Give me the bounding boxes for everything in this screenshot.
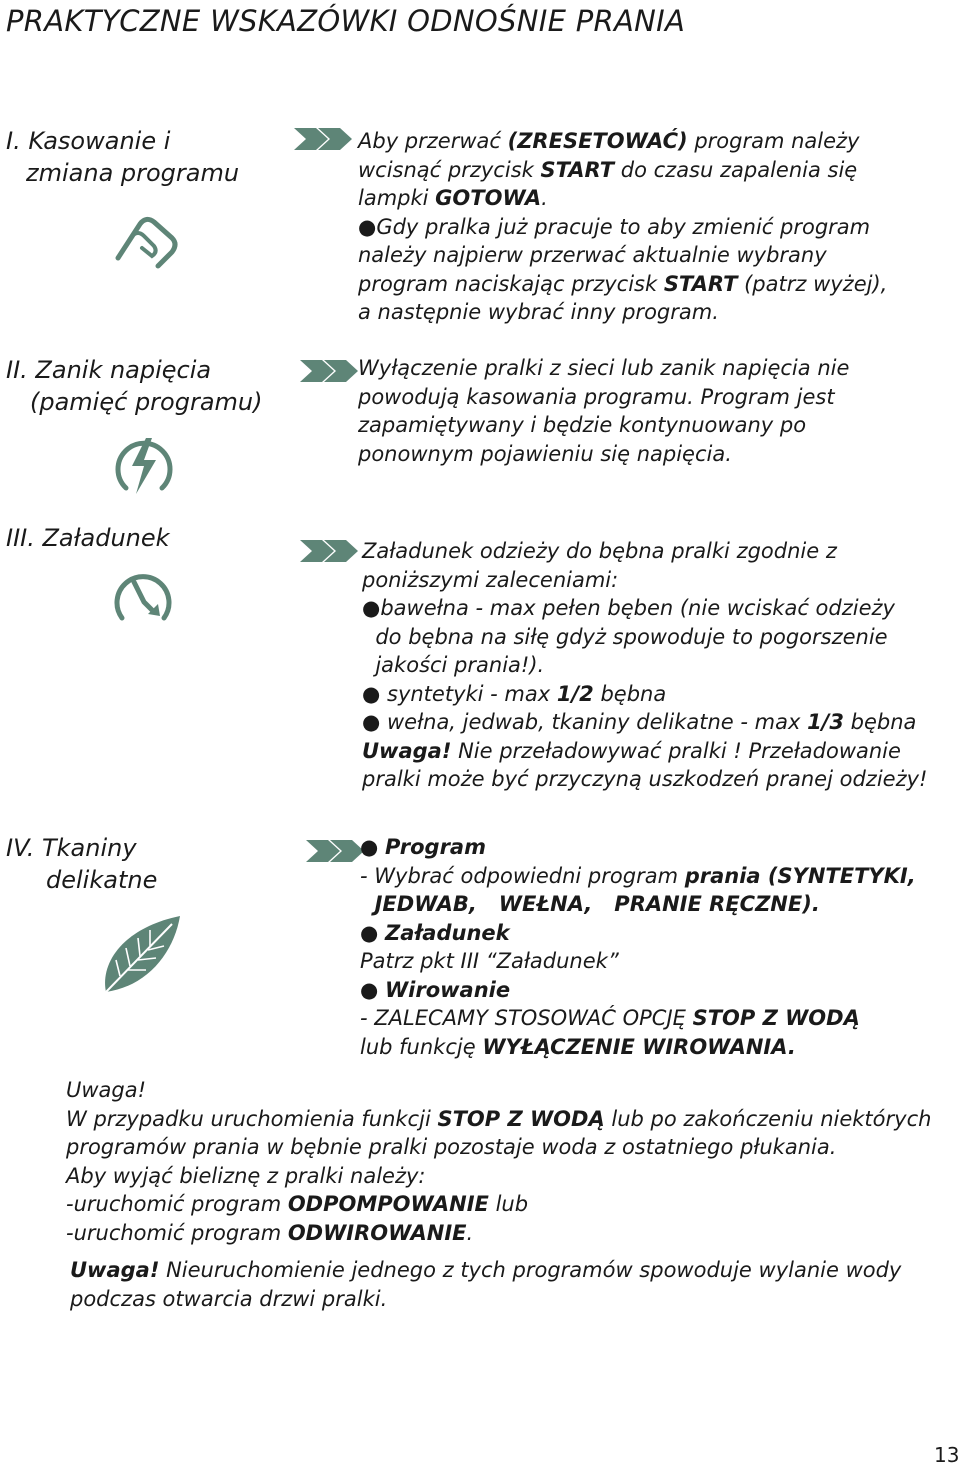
section-4-body	[360, 833, 916, 1061]
text-segment: zapamiętywany i będzie kontynuowany po	[358, 413, 807, 437]
text-line	[66, 1190, 931, 1219]
page-number: 13	[934, 1443, 960, 1467]
text-line	[66, 1219, 931, 1248]
bullet: ●	[362, 681, 381, 706]
text-segment: Patrz pkt III “Załadunek”	[360, 949, 619, 973]
bold-text: START	[540, 157, 615, 182]
text-segment: bębna	[593, 681, 667, 706]
warning-block	[70, 1256, 901, 1313]
section-4-title	[6, 832, 157, 896]
text-segment: - ZALECAMY STOSOWAĆ OPCJĘ	[360, 1006, 693, 1030]
bold-text: (ZRESETOWAĆ)	[507, 129, 688, 153]
text-line	[362, 708, 927, 737]
text-segment: Uwaga!	[66, 1078, 147, 1102]
text-line	[358, 184, 887, 213]
text-segment: -uruchomić program	[66, 1192, 288, 1216]
text-segment: Załadunek odzieży do bębna pralki zgodnie z	[362, 539, 837, 563]
text-line	[360, 833, 916, 862]
text-segment: (patrz wyżej),	[737, 271, 888, 296]
leaf-icon	[98, 912, 186, 1000]
text-line	[358, 383, 849, 412]
text-segment: ponownym pojawieniu się napięcia.	[358, 441, 732, 466]
text-line	[362, 594, 927, 623]
text-line	[66, 1162, 931, 1191]
text-line	[358, 127, 887, 156]
section-1-body	[358, 127, 887, 327]
bullet: ●	[362, 596, 381, 620]
text-segment: Nie przeładowywać pralki ! Przeładowanie	[451, 738, 901, 763]
text-line	[70, 1256, 901, 1285]
bold-text: prania (SYNTETYKI,	[684, 863, 916, 888]
text-segment: program należy	[687, 129, 860, 153]
bold-text: ODWIROWANIE	[287, 1220, 467, 1245]
bold-text: JEDWAB, WEŁNA, PRANIE RĘCZNE).	[360, 892, 820, 916]
text-segment: programów prania w bębnie pralki pozostaje woda z ostatniego płukania.	[66, 1135, 837, 1159]
text-line	[360, 976, 916, 1005]
text-segment: lub	[488, 1192, 529, 1216]
section-title-line: I. Kasowanie i	[6, 127, 171, 155]
text-line	[358, 241, 887, 270]
double-arrow-icon	[294, 128, 358, 150]
text-line	[358, 298, 887, 327]
bold-text: STOP Z WODĄ	[692, 1006, 860, 1030]
text-segment: do bębna na siłę gdyż spowoduje to pogorszenie	[362, 624, 888, 649]
section-3-title	[6, 522, 170, 554]
bold-text: WYŁĄCZENIE WIROWANIA.	[482, 1034, 796, 1059]
text-segment: program naciskając przycisk	[358, 271, 664, 296]
text-line	[360, 919, 916, 948]
bold-text: Wirowanie	[385, 977, 511, 1002]
double-arrow-icon	[300, 540, 364, 562]
section-3-body	[362, 537, 927, 794]
section-title-line: IV. Tkaniny	[6, 834, 137, 862]
double-arrow-icon	[300, 360, 364, 382]
text-segment: lampki	[358, 186, 436, 210]
text-segment: - Wybrać odpowiedni program	[360, 863, 685, 888]
text-line	[358, 213, 887, 242]
section-title-line: II. Zanik napięcia	[6, 356, 212, 384]
text-line	[360, 1033, 916, 1062]
section-1-title	[6, 125, 239, 189]
page-title: PRAKTYCZNE WSKAZÓWKI ODNOŚNIE PRANIA	[6, 4, 686, 38]
text-line	[362, 737, 927, 766]
text-line	[358, 270, 887, 299]
note-block	[66, 1076, 931, 1247]
text-line	[358, 156, 887, 185]
text-segment: należy najpierw przerwać aktualnie wybrany	[358, 243, 827, 267]
text-line	[358, 440, 849, 469]
text-segment: Wyłączenie pralki z sieci lub zanik napięcia nie	[358, 356, 850, 380]
section-title-line: zmiana programu	[26, 159, 240, 187]
hand-press-icon	[110, 208, 182, 274]
text-segment: -uruchomić program	[66, 1220, 288, 1245]
bold-text: ODPOMPOWANIE	[287, 1192, 489, 1216]
text-line	[362, 537, 927, 566]
text-line	[362, 651, 927, 680]
text-segment	[378, 835, 385, 859]
text-line	[362, 623, 927, 652]
text-segment: podczas otwarcia drzwi pralki.	[70, 1286, 388, 1311]
bullet: ●	[360, 977, 379, 1002]
bullet: ●	[360, 920, 379, 945]
section-title-line: (pamięć programu)	[30, 388, 263, 416]
bold-text: GOTOWA	[435, 186, 542, 210]
text-segment: .	[541, 186, 548, 210]
text-segment: lub po zakończeniu niektórych	[604, 1106, 932, 1131]
text-line	[358, 354, 849, 383]
text-segment: Aby wyjąć bieliznę z pralki należy:	[66, 1163, 426, 1188]
text-segment: .	[466, 1220, 474, 1245]
section-title-line: III. Załadunek	[6, 524, 170, 552]
text-line	[70, 1285, 901, 1314]
text-line	[362, 765, 927, 794]
bullet: ●	[360, 835, 379, 859]
lightning-icon	[112, 430, 176, 502]
drum-load-icon	[110, 568, 176, 634]
bold-text: STOP Z WODĄ	[437, 1106, 605, 1131]
text-line	[362, 566, 927, 595]
text-segment: Aby przerwać	[358, 129, 508, 153]
bold-text: Uwaga!	[70, 1258, 160, 1282]
text-segment: W przypadku uruchomienia funkcji	[66, 1106, 438, 1131]
text-line	[360, 862, 916, 891]
text-segment: bawełna - max pełen bęben (nie wciskać odzieży	[380, 596, 895, 620]
bold-text: Program	[385, 835, 486, 859]
section-2-body	[358, 354, 849, 468]
text-segment: do czasu zapalenia się	[614, 157, 858, 182]
text-segment: syntetyki - max	[380, 681, 557, 706]
bold-text: 1/2	[556, 681, 594, 706]
bullet: ●	[362, 710, 381, 734]
bold-text: START	[663, 271, 738, 296]
text-segment: lub funkcję	[360, 1034, 483, 1059]
text-segment: jakości prania!).	[362, 653, 545, 677]
text-segment: a następnie wybrać inny program.	[358, 300, 719, 324]
text-segment: Gdy pralka już pracuje to aby zmienić program	[376, 214, 871, 239]
text-line	[66, 1133, 931, 1162]
text-line	[66, 1076, 931, 1105]
bold-text: 1/3	[807, 710, 844, 734]
text-segment: poniższymi zaleceniami:	[362, 567, 619, 592]
text-line	[360, 890, 916, 919]
text-line	[360, 947, 916, 976]
section-2-title	[6, 354, 263, 418]
bold-text: Uwaga!	[362, 738, 452, 763]
text-segment: powodują kasowania programu. Program jest	[358, 384, 835, 409]
text-line	[66, 1105, 931, 1134]
text-segment: wcisnąć przycisk	[358, 157, 541, 182]
text-segment	[378, 978, 385, 1002]
text-segment: pralki może być przyczyną uszkodzeń pranej odzieży!	[362, 767, 928, 791]
text-segment: bębna	[843, 710, 917, 734]
bullet: ●	[358, 214, 377, 239]
bold-text: Załadunek	[385, 920, 510, 945]
text-segment: Nieuruchomienie jednego z tych programów spowoduje wylanie wody	[159, 1258, 902, 1282]
text-line	[358, 411, 849, 440]
text-line	[362, 680, 927, 709]
section-title-line: delikatne	[46, 866, 158, 894]
text-line	[360, 1004, 916, 1033]
text-segment	[378, 921, 385, 945]
text-segment: wełna, jedwab, tkaniny delikatne - max	[380, 710, 808, 734]
